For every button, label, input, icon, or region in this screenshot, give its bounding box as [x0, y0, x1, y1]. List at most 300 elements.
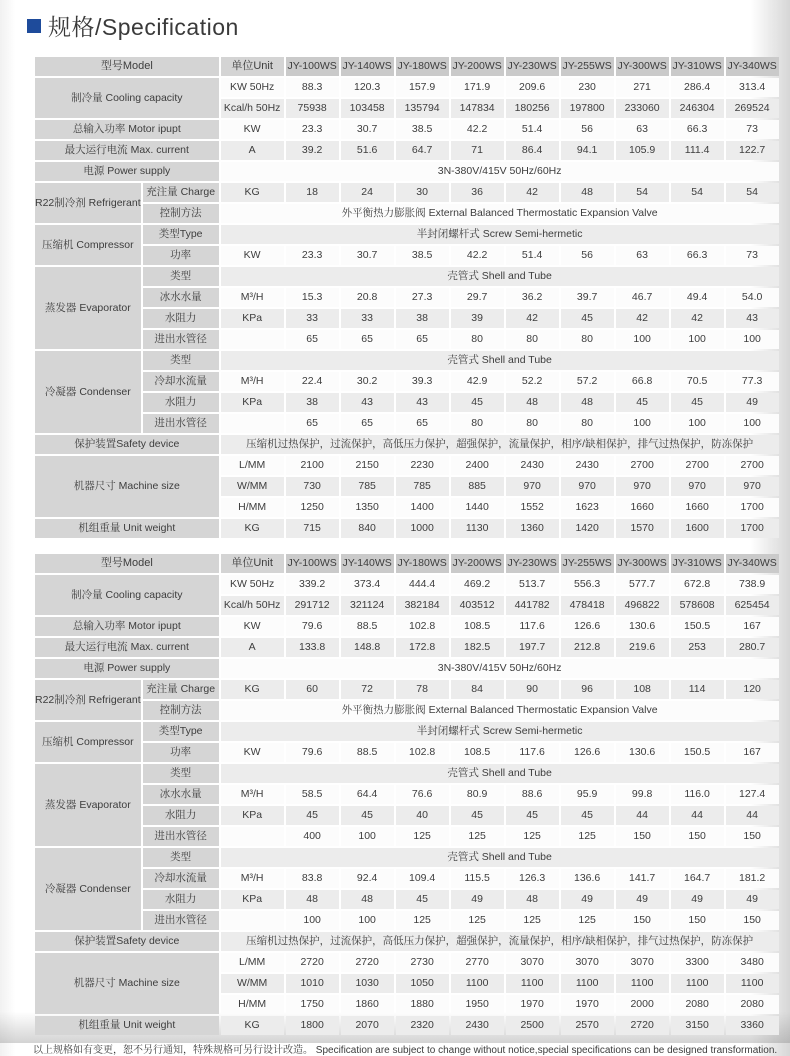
value-cell: 1420 — [561, 519, 614, 538]
value-cell: 209.6 — [506, 78, 559, 97]
value-cell: 148.8 — [341, 638, 394, 657]
value-cell: 125 — [396, 911, 449, 930]
value-cell: 23.3 — [286, 120, 339, 139]
value-cell: 382184 — [396, 596, 449, 615]
value-cell: 1010 — [286, 974, 339, 993]
merged-value-cell: 3N-380V/415V 50Hz/60Hz — [221, 659, 779, 678]
value-cell: 2080 — [726, 995, 779, 1014]
unit-cell: L/MM — [221, 456, 284, 475]
value-cell: 126.6 — [561, 743, 614, 762]
value-cell: 45 — [671, 393, 724, 412]
value-cell: 1800 — [286, 1016, 339, 1035]
value-cell: 150 — [671, 911, 724, 930]
value-cell: 672.8 — [671, 575, 724, 594]
value-cell: 3070 — [561, 953, 614, 972]
value-cell: 100 — [616, 414, 669, 433]
model-column-header: 型号Model — [35, 554, 219, 573]
model-header: JY-230WS — [506, 554, 559, 573]
value-cell: 125 — [506, 827, 559, 846]
value-cell: 79.6 — [286, 617, 339, 636]
value-cell: 1000 — [396, 519, 449, 538]
value-cell: 38.5 — [396, 246, 449, 265]
value-cell: 2100 — [286, 456, 339, 475]
row-label: 制冷量 Cooling capacity — [35, 575, 219, 615]
model-header: JY-230WS — [506, 57, 559, 76]
value-cell: 42.2 — [451, 246, 504, 265]
value-cell: 58.5 — [286, 785, 339, 804]
model-header: JY-100WS — [286, 57, 339, 76]
value-cell: 33 — [341, 309, 394, 328]
value-cell: 115.5 — [451, 869, 504, 888]
value-cell: 3070 — [506, 953, 559, 972]
value-cell: 80 — [451, 414, 504, 433]
value-cell: 147834 — [451, 99, 504, 118]
value-cell: 111.4 — [671, 141, 724, 160]
value-cell: 57.2 — [561, 372, 614, 391]
value-cell: 840 — [341, 519, 394, 538]
merged-value-cell: 压缩机过热保护，过流保护，高低压力保护，超强保护，流量保护，相序/缺相保护，排气过热保护，防冻保护 — [221, 435, 779, 454]
value-cell: 2700 — [726, 456, 779, 475]
value-cell: 172.8 — [396, 638, 449, 657]
page-title-text: 规格/Specification — [48, 14, 239, 40]
value-cell: 88.6 — [506, 785, 559, 804]
value-cell: 578608 — [671, 596, 724, 615]
value-cell: 738.9 — [726, 575, 779, 594]
unit-cell: A — [221, 638, 284, 657]
value-cell: 30.2 — [341, 372, 394, 391]
unit-cell — [221, 827, 284, 846]
value-cell: 126.6 — [561, 617, 614, 636]
value-cell: 2730 — [396, 953, 449, 972]
value-cell: 1100 — [451, 974, 504, 993]
value-cell: 3300 — [671, 953, 724, 972]
unit-cell: M³/H — [221, 288, 284, 307]
value-cell: 2000 — [616, 995, 669, 1014]
value-cell: 96 — [561, 680, 614, 699]
value-cell: 150 — [726, 911, 779, 930]
value-cell: 109.4 — [396, 869, 449, 888]
model-header: JY-300WS — [616, 554, 669, 573]
row-label: 最大运行电流 Max. current — [35, 638, 219, 657]
row-sub-label: 类型 — [143, 764, 219, 783]
value-cell: 125 — [451, 827, 504, 846]
value-cell: 88.5 — [341, 743, 394, 762]
merged-value-cell: 外平衡热力膨胀阀 External Balanced Thermostatic Expansion Valve — [221, 701, 779, 720]
value-cell: 150 — [671, 827, 724, 846]
value-cell: 2430 — [451, 1016, 504, 1035]
unit-cell: KW — [221, 617, 284, 636]
unit-cell: H/MM — [221, 498, 284, 517]
value-cell: 38 — [396, 309, 449, 328]
value-cell: 150.5 — [671, 743, 724, 762]
footnote: 以上规格如有变更，恕不另行通知，特殊规格可另行设计改造。 Specification are subject to change without notice,special specifications can be designed transformation. — [33, 1045, 778, 1056]
model-header: JY-180WS — [396, 554, 449, 573]
value-cell: 117.6 — [506, 743, 559, 762]
value-cell: 39.7 — [561, 288, 614, 307]
value-cell: 100 — [671, 330, 724, 349]
value-cell: 1030 — [341, 974, 394, 993]
value-cell: 100 — [671, 414, 724, 433]
row-sub-label: 水阻力 — [143, 890, 219, 909]
value-cell: 100 — [341, 911, 394, 930]
unit-cell: KPa — [221, 393, 284, 412]
value-cell: 30.7 — [341, 246, 394, 265]
value-cell: 49.4 — [671, 288, 724, 307]
value-cell: 785 — [341, 477, 394, 496]
value-cell: 321124 — [341, 596, 394, 615]
value-cell: 92.4 — [341, 869, 394, 888]
value-cell: 167 — [726, 617, 779, 636]
unit-cell: W/MM — [221, 974, 284, 993]
value-cell: 1660 — [616, 498, 669, 517]
row-label: 电源 Power supply — [35, 659, 219, 678]
row-sub-label: 冷却水流量 — [143, 869, 219, 888]
value-cell: 77.3 — [726, 372, 779, 391]
value-cell: 150 — [616, 827, 669, 846]
value-cell: 130.6 — [616, 617, 669, 636]
value-cell: 230 — [561, 78, 614, 97]
value-cell: 125 — [561, 911, 614, 930]
value-cell: 1970 — [506, 995, 559, 1014]
value-cell: 45 — [561, 309, 614, 328]
value-cell: 43 — [341, 393, 394, 412]
value-cell: 2700 — [671, 456, 724, 475]
value-cell: 1700 — [726, 519, 779, 538]
row-label: 机器尺寸 Machine size — [35, 953, 219, 1014]
unit-cell: M³/H — [221, 785, 284, 804]
value-cell: 100 — [726, 330, 779, 349]
value-cell: 2320 — [396, 1016, 449, 1035]
value-cell: 80 — [561, 330, 614, 349]
value-cell: 45 — [451, 806, 504, 825]
value-cell: 80 — [506, 414, 559, 433]
row-sub-label: 进出水管径 — [143, 827, 219, 846]
value-cell: 1552 — [506, 498, 559, 517]
value-cell: 56 — [561, 246, 614, 265]
value-cell: 83.8 — [286, 869, 339, 888]
value-cell: 49 — [726, 393, 779, 412]
value-cell: 76.6 — [396, 785, 449, 804]
model-header: JY-200WS — [451, 57, 504, 76]
value-cell: 51.4 — [506, 246, 559, 265]
value-cell: 65 — [396, 414, 449, 433]
value-cell: 2770 — [451, 953, 504, 972]
value-cell: 970 — [561, 477, 614, 496]
unit-cell: A — [221, 141, 284, 160]
value-cell: 1130 — [451, 519, 504, 538]
value-cell: 100 — [726, 414, 779, 433]
unit-cell: KG — [221, 680, 284, 699]
value-cell: 444.4 — [396, 575, 449, 594]
value-cell: 71 — [451, 141, 504, 160]
merged-value-cell: 外平衡热力膨胀阀 External Balanced Thermostatic Expansion Valve — [221, 204, 779, 223]
value-cell: 23.3 — [286, 246, 339, 265]
row-group-label: 冷凝器 Condenser — [35, 848, 141, 930]
value-cell: 1350 — [341, 498, 394, 517]
unit-cell: KPa — [221, 806, 284, 825]
value-cell: 577.7 — [616, 575, 669, 594]
value-cell: 65 — [286, 414, 339, 433]
value-cell: 78 — [396, 680, 449, 699]
value-cell: 40 — [396, 806, 449, 825]
value-cell: 51.4 — [506, 120, 559, 139]
row-label: 保护装置Safety device — [35, 435, 219, 454]
value-cell: 253 — [671, 638, 724, 657]
model-header: JY-200WS — [451, 554, 504, 573]
value-cell: 1623 — [561, 498, 614, 517]
row-label: 最大运行电流 Max. current — [35, 141, 219, 160]
model-header: JY-140WS — [341, 554, 394, 573]
value-cell: 65 — [286, 330, 339, 349]
value-cell: 125 — [396, 827, 449, 846]
value-cell: 135794 — [396, 99, 449, 118]
row-sub-label: 功率 — [143, 246, 219, 265]
value-cell: 48 — [561, 393, 614, 412]
value-cell: 1860 — [341, 995, 394, 1014]
unit-cell: Kcal/h 50Hz — [221, 99, 284, 118]
value-cell: 27.3 — [396, 288, 449, 307]
value-cell: 51.6 — [341, 141, 394, 160]
merged-value-cell: 壳管式 Shell and Tube — [221, 267, 779, 286]
value-cell: 65 — [396, 330, 449, 349]
row-label: 机组重量 Unit weight — [35, 1016, 219, 1035]
model-header: JY-180WS — [396, 57, 449, 76]
value-cell: 271 — [616, 78, 669, 97]
model-header: JY-340WS — [726, 554, 779, 573]
value-cell: 2230 — [396, 456, 449, 475]
unit-cell: KW 50Hz — [221, 78, 284, 97]
unit-cell: KG — [221, 1016, 284, 1035]
value-cell: 42.9 — [451, 372, 504, 391]
row-sub-label: 类型 — [143, 351, 219, 370]
value-cell: 150.5 — [671, 617, 724, 636]
value-cell: 54 — [671, 183, 724, 202]
value-cell: 291712 — [286, 596, 339, 615]
row-sub-label: 充注量 Charge — [143, 680, 219, 699]
value-cell: 219.6 — [616, 638, 669, 657]
value-cell: 49 — [726, 890, 779, 909]
value-cell: 2070 — [341, 1016, 394, 1035]
value-cell: 2080 — [671, 995, 724, 1014]
value-cell: 120 — [726, 680, 779, 699]
value-cell: 100 — [286, 911, 339, 930]
row-sub-label: 冷却水流量 — [143, 372, 219, 391]
value-cell: 2430 — [561, 456, 614, 475]
value-cell: 2400 — [451, 456, 504, 475]
value-cell: 970 — [616, 477, 669, 496]
value-cell: 42.2 — [451, 120, 504, 139]
model-header: JY-100WS — [286, 554, 339, 573]
model-header: JY-310WS — [671, 554, 724, 573]
value-cell: 86.4 — [506, 141, 559, 160]
unit-cell: KG — [221, 183, 284, 202]
value-cell: 88.5 — [341, 617, 394, 636]
value-cell: 403512 — [451, 596, 504, 615]
value-cell: 197800 — [561, 99, 614, 118]
model-header: JY-310WS — [671, 57, 724, 76]
merged-value-cell: 压缩机过热保护，过流保护，高低压力保护，超强保护，流量保护，相序/缺相保护，排气过热保护，防冻保护 — [221, 932, 779, 951]
value-cell: 30.7 — [341, 120, 394, 139]
value-cell: 478418 — [561, 596, 614, 615]
value-cell: 496822 — [616, 596, 669, 615]
value-cell: 970 — [726, 477, 779, 496]
value-cell: 120.3 — [341, 78, 394, 97]
merged-value-cell: 壳管式 Shell and Tube — [221, 764, 779, 783]
value-cell: 785 — [396, 477, 449, 496]
value-cell: 42 — [506, 309, 559, 328]
value-cell: 1100 — [616, 974, 669, 993]
value-cell: 715 — [286, 519, 339, 538]
value-cell: 45 — [341, 806, 394, 825]
value-cell: 1250 — [286, 498, 339, 517]
unit-column-header: 单位Unit — [221, 554, 284, 573]
value-cell: 3150 — [671, 1016, 724, 1035]
merged-value-cell: 半封闭螺杆式 Screw Semi-hermetic — [221, 225, 779, 244]
value-cell: 56 — [561, 120, 614, 139]
value-cell: 441782 — [506, 596, 559, 615]
row-sub-label: 冰水水量 — [143, 288, 219, 307]
value-cell: 150 — [616, 911, 669, 930]
value-cell: 38.5 — [396, 120, 449, 139]
value-cell: 125 — [561, 827, 614, 846]
row-label: 机组重量 Unit weight — [35, 519, 219, 538]
row-sub-label: 功率 — [143, 743, 219, 762]
value-cell: 469.2 — [451, 575, 504, 594]
value-cell: 1100 — [561, 974, 614, 993]
model-header: JY-140WS — [341, 57, 394, 76]
value-cell: 3480 — [726, 953, 779, 972]
row-sub-label: 类型 — [143, 848, 219, 867]
value-cell: 100 — [616, 330, 669, 349]
value-cell: 75938 — [286, 99, 339, 118]
value-cell: 88.3 — [286, 78, 339, 97]
value-cell: 33 — [286, 309, 339, 328]
value-cell: 22.4 — [286, 372, 339, 391]
row-sub-label: 水阻力 — [143, 393, 219, 412]
value-cell: 48 — [561, 183, 614, 202]
value-cell: 246304 — [671, 99, 724, 118]
title-bullet-square-icon — [27, 19, 41, 33]
value-cell: 108.5 — [451, 617, 504, 636]
row-group-label: 压缩机 Compressor — [35, 225, 141, 265]
value-cell: 20.8 — [341, 288, 394, 307]
row-sub-label: 类型Type — [143, 225, 219, 244]
value-cell: 164.7 — [671, 869, 724, 888]
row-sub-label: 充注量 Charge — [143, 183, 219, 202]
value-cell: 1440 — [451, 498, 504, 517]
value-cell: 80 — [506, 330, 559, 349]
specification-table-2 — [33, 552, 781, 1037]
value-cell: 43 — [396, 393, 449, 412]
value-cell: 2700 — [616, 456, 669, 475]
value-cell: 15.3 — [286, 288, 339, 307]
value-cell: 400 — [286, 827, 339, 846]
value-cell: 44 — [616, 806, 669, 825]
value-cell: 52.2 — [506, 372, 559, 391]
unit-column-header: 单位Unit — [221, 57, 284, 76]
row-group-label: 冷凝器 Condenser — [35, 351, 141, 433]
value-cell: 280.7 — [726, 638, 779, 657]
value-cell: 2430 — [506, 456, 559, 475]
value-cell: 29.7 — [451, 288, 504, 307]
row-label: 保护装置Safety device — [35, 932, 219, 951]
value-cell: 49 — [616, 890, 669, 909]
value-cell: 122.7 — [726, 141, 779, 160]
merged-value-cell: 3N-380V/415V 50Hz/60Hz — [221, 162, 779, 181]
value-cell: 116.0 — [671, 785, 724, 804]
value-cell: 66.3 — [671, 120, 724, 139]
value-cell: 65 — [341, 330, 394, 349]
value-cell: 885 — [451, 477, 504, 496]
value-cell: 125 — [451, 911, 504, 930]
value-cell: 1700 — [726, 498, 779, 517]
value-cell: 45 — [396, 890, 449, 909]
value-cell: 1660 — [671, 498, 724, 517]
value-cell: 117.6 — [506, 617, 559, 636]
value-cell: 44 — [671, 806, 724, 825]
value-cell: 373.4 — [341, 575, 394, 594]
unit-cell: L/MM — [221, 953, 284, 972]
row-sub-label: 水阻力 — [143, 806, 219, 825]
merged-value-cell: 半封闭螺杆式 Screw Semi-hermetic — [221, 722, 779, 741]
value-cell: 2150 — [341, 456, 394, 475]
value-cell: 48 — [341, 890, 394, 909]
value-cell: 45 — [286, 806, 339, 825]
value-cell: 313.4 — [726, 78, 779, 97]
unit-cell: KPa — [221, 309, 284, 328]
value-cell: 167 — [726, 743, 779, 762]
value-cell: 133.8 — [286, 638, 339, 657]
row-sub-label: 进出水管径 — [143, 414, 219, 433]
value-cell: 114 — [671, 680, 724, 699]
unit-cell: W/MM — [221, 477, 284, 496]
value-cell: 108 — [616, 680, 669, 699]
value-cell: 54 — [616, 183, 669, 202]
value-cell: 48 — [286, 890, 339, 909]
row-sub-label: 类型Type — [143, 722, 219, 741]
value-cell: 45 — [616, 393, 669, 412]
value-cell: 54 — [726, 183, 779, 202]
row-group-label: 蒸发器 Evaporator — [35, 764, 141, 846]
unit-cell: KW — [221, 120, 284, 139]
value-cell: 136.6 — [561, 869, 614, 888]
value-cell: 126.3 — [506, 869, 559, 888]
value-cell: 2720 — [616, 1016, 669, 1035]
value-cell: 45 — [451, 393, 504, 412]
value-cell: 233060 — [616, 99, 669, 118]
value-cell: 2570 — [561, 1016, 614, 1035]
value-cell: 105.9 — [616, 141, 669, 160]
row-group-label: 蒸发器 Evaporator — [35, 267, 141, 349]
value-cell: 64.7 — [396, 141, 449, 160]
row-sub-label: 进出水管径 — [143, 330, 219, 349]
value-cell: 197.7 — [506, 638, 559, 657]
value-cell: 130.6 — [616, 743, 669, 762]
value-cell: 46.7 — [616, 288, 669, 307]
value-cell: 45 — [561, 806, 614, 825]
value-cell: 70.5 — [671, 372, 724, 391]
value-cell: 66.8 — [616, 372, 669, 391]
row-sub-label: 水阻力 — [143, 309, 219, 328]
value-cell: 18 — [286, 183, 339, 202]
value-cell: 39.3 — [396, 372, 449, 391]
row-sub-label: 控制方法 — [143, 204, 219, 223]
value-cell: 1100 — [671, 974, 724, 993]
value-cell: 103458 — [341, 99, 394, 118]
unit-cell: H/MM — [221, 995, 284, 1014]
model-header: JY-300WS — [616, 57, 669, 76]
value-cell: 182.5 — [451, 638, 504, 657]
